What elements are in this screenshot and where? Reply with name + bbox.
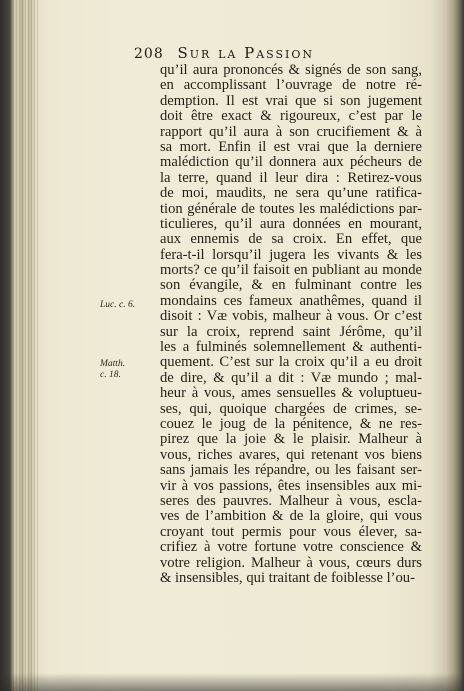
- text-line: vir à vos passions, êtes insensibles aux mi-: [160, 477, 422, 494]
- text-line: sur la croix, reprend saint Jérôme, qu’il: [160, 323, 422, 340]
- text-line: malédiction qu’il donnera aux pécheurs de: [160, 154, 422, 171]
- text-line: de moi, maudits, ne sera qu’une ratifica-: [160, 185, 422, 202]
- text-line: aux ennemis de sa croix. En effet, que: [160, 231, 422, 248]
- text-line: la terre, quand il leur dira : Retirez-vous: [160, 169, 422, 186]
- text-line: ticulieres, qu’il aura données en mourant,: [160, 215, 422, 232]
- text-line: vous, riches avares, qui retenant vos biens: [160, 446, 422, 463]
- text-line: quement. C’est sur la croix qu’il a eu droit: [160, 354, 422, 371]
- text-line: pirez que la joie & le plaisir. Malheur à: [160, 431, 422, 448]
- page-shadow: [0, 673, 464, 691]
- text-line: en accomplissant l’ouvrage de notre ré-: [160, 77, 422, 94]
- text-line: crifiez à votre fortune votre conscience &: [160, 539, 422, 556]
- page-number: 208: [134, 46, 164, 62]
- running-title: Sur la Passion: [177, 44, 315, 62]
- margin-note-line: Matth.: [100, 359, 126, 369]
- text-line: son évangile, & en fulminant contre les: [160, 277, 422, 294]
- text-line: seres des pauvres. Malheur à vous, escla-: [160, 492, 422, 509]
- text-line: sans jamais les répandre, ou les faisant ser-: [160, 462, 422, 479]
- text-line: ves de l’ambition & de la gloire, qui vous: [160, 508, 422, 525]
- text-line: disoit : Væ vobis, malheur à vous. Or c’est: [160, 308, 422, 325]
- text-line: rapport qu’il aura à son crucifiement & à: [160, 123, 422, 140]
- text-line: croyant tout permis pour vous élever, sa-: [160, 523, 422, 540]
- text-line: & insensibles, qui traitant de foiblesse l’ou-: [160, 569, 415, 586]
- text-line: morts? ce qu’il faisoit en publiant au monde: [160, 262, 422, 279]
- text-line: mondains ces fameux anathêmes, quand il: [160, 292, 422, 309]
- text-line: qu’il aura prononcés & signés de son sang,: [160, 62, 422, 78]
- text-line: couez le joug de la pénitence, & ne res-: [160, 415, 422, 432]
- page-header: [134, 44, 394, 62]
- text-line: demption. Il est vrai que si son jugement: [160, 92, 422, 109]
- text-line: sa mort. Enfin il est vrai que la derniere: [160, 138, 422, 155]
- text-line: fera-t-il lorsqu’il jugera les vivants & les: [160, 246, 422, 263]
- text-line: doit être exact & rigoureux, c’est par le: [160, 108, 422, 125]
- margin-note-line: Luc. c. 6.: [100, 300, 136, 310]
- text-line: heur à vous, ames sensuelles & voluptueu-: [160, 385, 422, 402]
- text-line: ses, qui, quoique chargées de crimes, se-: [160, 400, 422, 417]
- page-edges: [10, 0, 40, 691]
- text-line: de dire, & qu’il a dit : Væ mundo ; mal-: [160, 369, 422, 386]
- text-line: votre religion. Malheur à vous, cœurs durs: [160, 554, 422, 571]
- margin-note-line: c. 18.: [100, 370, 121, 380]
- text-line: tion générale de toutes les malédictions par-: [160, 200, 422, 217]
- margin-note-matth: [100, 359, 160, 381]
- body-text: [160, 63, 422, 586]
- margin-note-luc: [100, 300, 160, 311]
- text-line: les a fulminés solemnellement & authenti-: [160, 339, 422, 356]
